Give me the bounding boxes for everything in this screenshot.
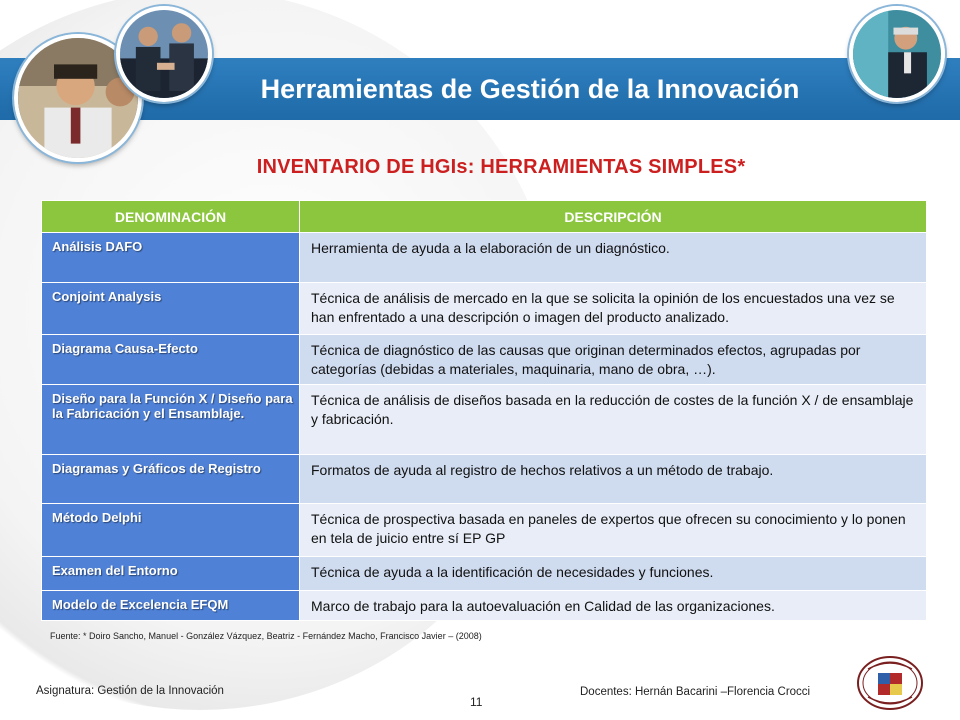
tool-description-cell: Técnica de análisis de diseños basada en la reducción de costes de la función X / de ensamblaje y fabricación. <box>300 385 927 455</box>
slide-title: Herramientas de Gestión de la Innovación <box>260 74 800 104</box>
tool-description-cell: Técnica de diagnóstico de las causas que originan determinados efectos, agrupadas por categorías (debidas a materiales, maquinaria, mano de obra, …). <box>300 335 927 385</box>
tool-name-cell: Análisis DAFO <box>42 233 300 283</box>
tool-name-cell: Diagramas y Gráficos de Registro <box>42 455 300 504</box>
tool-description-cell: Técnica de prospectiva basada en paneles de expertos que ofrecen su conocimiento y lo ponen en tela de juicio entre sí EP GP <box>300 504 927 557</box>
handshake-photo <box>116 6 212 102</box>
teachers-label: Docentes: Hernán Bacarini –Florencia Crocci <box>580 686 811 698</box>
tool-name-cell: Diseño para la Función X / Diseño para la Fabricación y el Ensamblaje. <box>42 385 300 455</box>
column-header-denominacion: DENOMINACIÓN <box>42 201 300 233</box>
column-header-descripcion: DESCRIPCIÓN <box>300 201 927 233</box>
tool-name-cell: Método Delphi <box>42 504 300 557</box>
course-label: Asignatura: Gestión de la Innovación <box>36 685 224 697</box>
table-row <box>42 283 927 335</box>
university-seal-icon <box>856 655 924 711</box>
tool-description-cell: Herramienta de ayuda a la elaboración de un diagnóstico. <box>300 233 927 283</box>
tool-name-cell: Examen del Entorno <box>42 557 300 591</box>
tool-description-cell: Marco de trabajo para la autoevaluación en Calidad de las organizaciones. <box>300 591 927 621</box>
source-footnote: Fuente: * Doiro Sancho, Manuel - González Vázquez, Beatriz - Fernández Macho, Francisco Javier – (2008) <box>50 631 482 641</box>
table-row <box>42 455 927 504</box>
table-row <box>42 335 927 385</box>
tool-name-cell: Modelo de Excelencia EFQM <box>42 591 300 621</box>
table-row <box>42 591 927 621</box>
table-header-row <box>42 201 927 233</box>
meeting-photo <box>849 6 945 102</box>
table-row <box>42 504 927 557</box>
table-row <box>42 233 927 283</box>
table-row <box>42 385 927 455</box>
tool-description-cell: Técnica de análisis de mercado en la que se solicita la opinión de los encuestados una vez se han enfrentado a una descripción o imagen del producto analizado. <box>300 283 927 335</box>
table-row <box>42 557 927 591</box>
tool-description-cell: Formatos de ayuda al registro de hechos relativos a un método de trabajo. <box>300 455 927 504</box>
tool-description-cell: Técnica de ayuda a la identificación de necesidades y funciones. <box>300 557 927 591</box>
page-number: 11 <box>470 695 483 709</box>
tool-name-cell: Conjoint Analysis <box>42 283 300 335</box>
tools-inventory-table <box>41 200 927 621</box>
table-subtitle: INVENTARIO DE HGIs: HERRAMIENTAS SIMPLES* <box>256 156 746 178</box>
tool-name-cell: Diagrama Causa-Efecto <box>42 335 300 385</box>
